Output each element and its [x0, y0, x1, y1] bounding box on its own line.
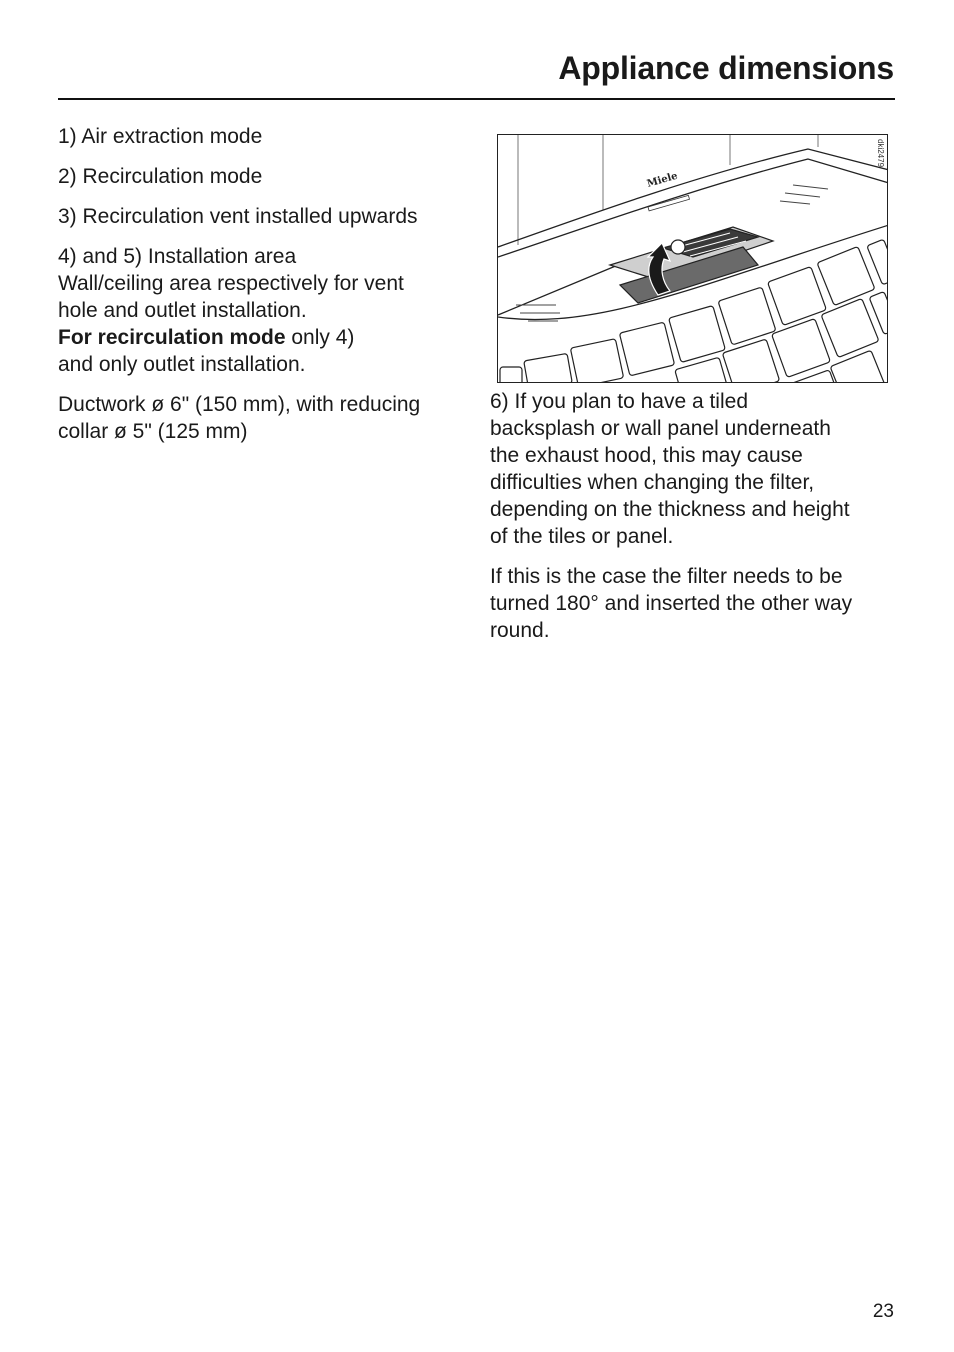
legend-item-4-5-line-3: hole and outlet installation. [58, 299, 307, 322]
note-6-line-2: backsplash or wall panel underneath [490, 417, 831, 440]
recirculation-mode-bold: For recirculation mode [58, 326, 286, 349]
note-6-line-5: depending on the thickness and height [490, 498, 850, 521]
filter-rotation-line-2: turned 180° and inserted the other way [490, 592, 853, 615]
legend-item-4-5-line-5: and only outlet installation. [58, 353, 306, 376]
legend-item-4-5 [58, 243, 458, 378]
filter-rotation-line-1: If this is the case the filter needs to be [490, 565, 843, 588]
legend-item-1: 1) Air extraction mode [58, 125, 263, 148]
note-6-line-4: difficulties when changing the filter, [490, 471, 815, 494]
ductwork-note [58, 391, 458, 445]
recirculation-mode-rest: only 4) [285, 326, 355, 349]
page-number: 23 [872, 1301, 894, 1322]
legend-item-4-5-line-4 [58, 324, 458, 351]
filter-rotation-line-3: round. [490, 619, 550, 642]
note-6-line-6: of the tiles or panel. [490, 525, 674, 548]
hood-filter-drawing [498, 135, 888, 383]
filter-rotation-note [490, 563, 895, 644]
filter-note-column [490, 388, 895, 657]
note-6 [490, 388, 895, 550]
legend-item-3: 3) Recirculation vent installed upwards [58, 205, 418, 228]
brand-logo: Miele [645, 170, 680, 190]
filter-illustration [497, 134, 888, 383]
legend-item-2: 2) Recirculation mode [58, 165, 263, 188]
ductwork-note-line-1: Ductwork ø 6" (150 mm), with reducing [58, 393, 421, 416]
ductwork-note-line-2: collar ø 5" (125 mm) [58, 420, 248, 443]
title-divider [58, 98, 895, 100]
legend-item-4-5-line-2: Wall/ceiling area respectively for vent [58, 272, 404, 295]
page-title: Appliance dimensions [558, 50, 894, 86]
legend-item-4-5-line-1: 4) and 5) Installation area [58, 245, 297, 268]
legend-column [58, 123, 458, 458]
note-6-line-1: 6) If you plan to have a tiled [490, 390, 748, 413]
figure-code: dki2479 [876, 139, 885, 168]
note-6-line-3: the exhaust hood, this may cause [490, 444, 803, 467]
